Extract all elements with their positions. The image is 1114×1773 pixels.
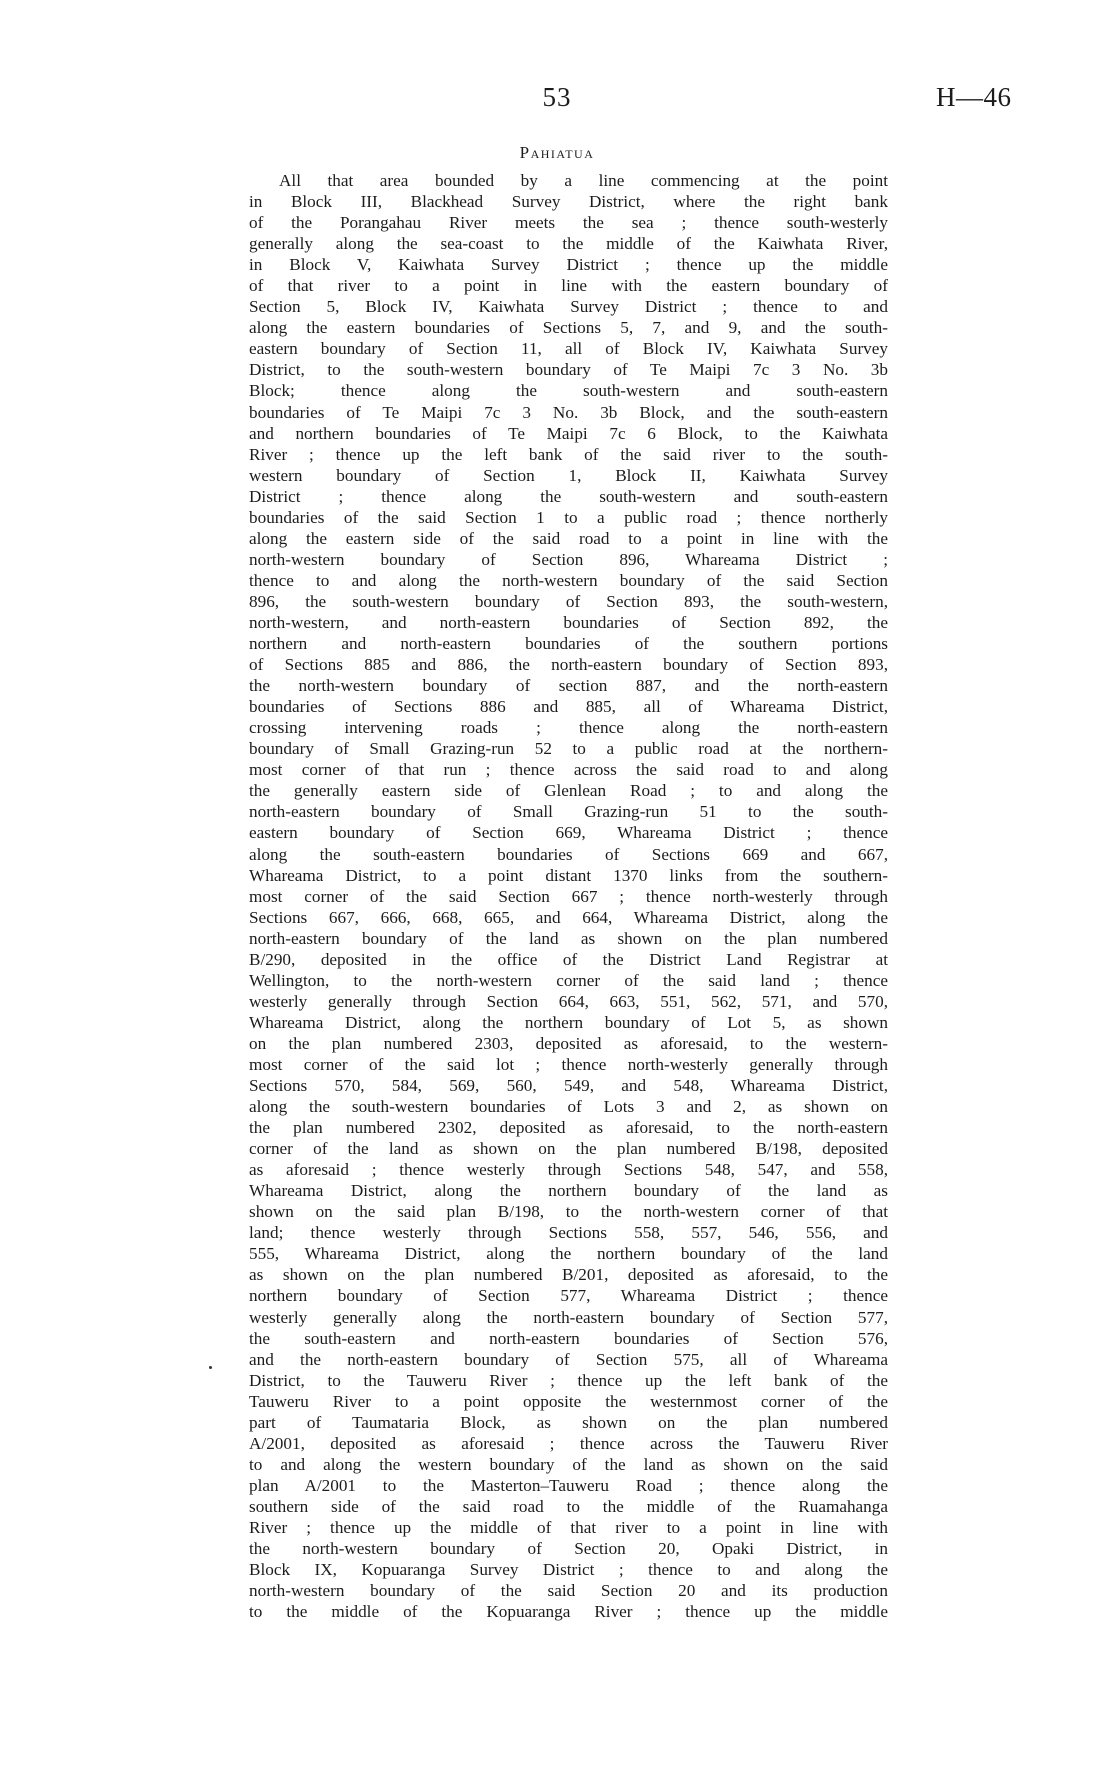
body-line: most corner of the said Section 667 ; thence north-westerly through — [249, 886, 888, 906]
body-line: Whareama District, along the northern boundary of the land as — [249, 1181, 888, 1201]
body-line: to the middle of the Kopuaranga River ; thence up the middle — [249, 1602, 888, 1622]
body-line: the generally eastern side of Glenlean Road ; to and along the — [249, 781, 888, 801]
body-line: southern side of the said road to the middle of the Ruamahanga — [249, 1496, 888, 1516]
section-heading: Pahiatua — [519, 143, 595, 162]
body-line: along the south-eastern boundaries of Sections 669 and 667, — [249, 844, 888, 864]
body-line: River ; thence up the middle of that river to a point in line with — [249, 1518, 888, 1537]
margin-mark — [209, 1366, 212, 1369]
body-line: A/2001, deposited as aforesaid ; thence across the Tauweru River — [249, 1433, 888, 1453]
body-line: boundaries of Sections 886 and 885, all of Whareama District, — [249, 697, 888, 717]
document-reference: H—46 — [936, 82, 1012, 112]
body-line: boundaries of the said Section 1 to a public road ; thence northerly — [249, 507, 888, 527]
body-line: along the eastern boundaries of Sections 5, 7, and 9, and the south- — [249, 318, 888, 338]
body-line: boundary of Small Grazing-run 52 to a public road at the northern- — [249, 739, 888, 759]
body-line: Wellington, to the north-western corner of the said land ; thence — [249, 970, 888, 990]
body-line: shown on the said plan B/198, to the north-western corner of that — [249, 1202, 888, 1222]
body-line: Section 5, Block IV, Kaiwhata Survey District ; thence to and — [249, 297, 888, 317]
body-line: along the south-western boundaries of Lots 3 and 2, as shown on — [249, 1097, 888, 1117]
body-line: north-eastern boundary of Small Grazing-run 51 to the south- — [249, 802, 888, 822]
body-line: Sections 667, 666, 668, 665, and 664, Whareama District, along the — [249, 907, 888, 927]
body-line: of Sections 885 and 886, the north-eastern boundary of Section 893, — [249, 655, 888, 675]
body-line: north-eastern boundary of the land as shown on the plan numbered — [249, 928, 888, 948]
body-line: northern and north-eastern boundaries of the southern portions — [249, 634, 888, 654]
body-line: Whareama District, to a point distant 1370 links from the southern- — [249, 865, 888, 885]
body-line: 555, Whareama District, along the northern boundary of the land — [249, 1244, 888, 1264]
body-line: as aforesaid ; thence westerly through Sections 548, 547, and 558, — [249, 1160, 888, 1180]
body-line: land; thence westerly through Sections 558, 557, 546, 556, and — [249, 1223, 888, 1243]
body-line: and the north-eastern boundary of Section 575, all of Whareama — [249, 1349, 888, 1369]
body-line: the plan numbered 2302, deposited as aforesaid, to the north-eastern — [249, 1118, 888, 1138]
body-line: part of Taumataria Block, as shown on the plan numbered — [249, 1412, 888, 1432]
body-line: of the Porangahau River meets the sea ; thence south-westerly — [249, 213, 888, 233]
body-line: District, to the Tauweru River ; thence up the left bank of the — [249, 1370, 888, 1390]
body-line: Block IX, Kopuaranga Survey District ; thence to and along the — [249, 1560, 888, 1580]
section-body — [249, 170, 888, 1640]
body-line: of that river to a point in line with the eastern boundary of — [249, 276, 888, 296]
body-line: eastern boundary of Section 669, Whareama District ; thence — [249, 823, 888, 843]
body-line: along the eastern side of the said road to a point in line with the — [249, 528, 888, 548]
body-line: corner of the land as shown on the plan numbered B/198, deposited — [249, 1139, 888, 1159]
body-line: generally along the sea-coast to the middle of the Kaiwhata River, — [249, 234, 888, 254]
body-line: to and along the western boundary of the land as shown on the said — [249, 1454, 888, 1474]
body-line: the north-western boundary of section 887, and the north-eastern — [249, 676, 888, 696]
body-line: crossing intervening roads ; thence along the north-eastern — [249, 718, 888, 738]
body-line: Sections 570, 584, 569, 560, 549, and 548, Whareama District, — [249, 1076, 888, 1096]
body-line: the south-eastern and north-eastern boundaries of Section 576, — [249, 1328, 888, 1348]
body-line: north-western boundary of Section 896, Whareama District ; — [249, 549, 888, 569]
body-line: western boundary of Section 1, Block II, Kaiwhata Survey — [249, 465, 888, 485]
body-line: westerly generally along the north-eastern boundary of Section 577, — [249, 1307, 888, 1327]
body-line: north-western, and north-eastern boundaries of Section 892, the — [249, 612, 888, 632]
page-number: 53 — [542, 82, 572, 112]
body-line: boundaries of Te Maipi 7c 3 No. 3b Block, and the south-eastern — [249, 402, 888, 422]
body-line: the north-western boundary of Section 20, Opaki District, in — [249, 1539, 888, 1559]
body-line: in Block III, Blackhead Survey District, where the right bank — [249, 192, 888, 212]
body-line: most corner of that run ; thence across the said road to and along — [249, 760, 888, 780]
body-line: eastern boundary of Section 11, all of Block IV, Kaiwhata Survey — [249, 339, 888, 359]
body-line: B/290, deposited in the office of the District Land Registrar at — [249, 949, 888, 969]
body-line: Block; thence along the south-western and south-eastern — [249, 381, 888, 401]
body-line: most corner of the said lot ; thence north-westerly generally through — [249, 1054, 888, 1074]
body-line: All that area bounded by a line commencing at the point — [279, 171, 888, 190]
body-line: and northern boundaries of Te Maipi 7c 6 Block, to the Kaiwhata — [249, 423, 888, 443]
body-line: Tauweru River to a point opposite the westernmost corner of the — [249, 1391, 888, 1411]
body-line: 896, the south-western boundary of Section 893, the south-western, — [249, 591, 888, 611]
body-line: District, to the south-western boundary of Te Maipi 7c 3 No. 3b — [249, 360, 888, 380]
body-line: northern boundary of Section 577, Whareama District ; thence — [249, 1286, 888, 1306]
body-line: River ; thence up the left bank of the said river to the south- — [249, 444, 888, 464]
body-line: in Block V, Kaiwhata Survey District ; thence up the middle — [249, 255, 888, 275]
body-line: Whareama District, along the northern boundary of Lot 5, as shown — [249, 1012, 888, 1032]
body-line: plan A/2001 to the Masterton–Tauweru Road ; thence along the — [249, 1475, 888, 1495]
body-line: westerly generally through Section 664, 663, 551, 562, 571, and 570, — [249, 991, 888, 1011]
body-line: on the plan numbered 2303, deposited as aforesaid, to the western- — [249, 1033, 888, 1053]
body-line: District ; thence along the south-western and south-eastern — [249, 486, 888, 506]
body-line: thence to and along the north-western boundary of the said Section — [249, 570, 888, 590]
body-line: as shown on the plan numbered B/201, deposited as aforesaid, to the — [249, 1265, 888, 1285]
body-line: north-western boundary of the said Section 20 and its production — [249, 1581, 888, 1601]
